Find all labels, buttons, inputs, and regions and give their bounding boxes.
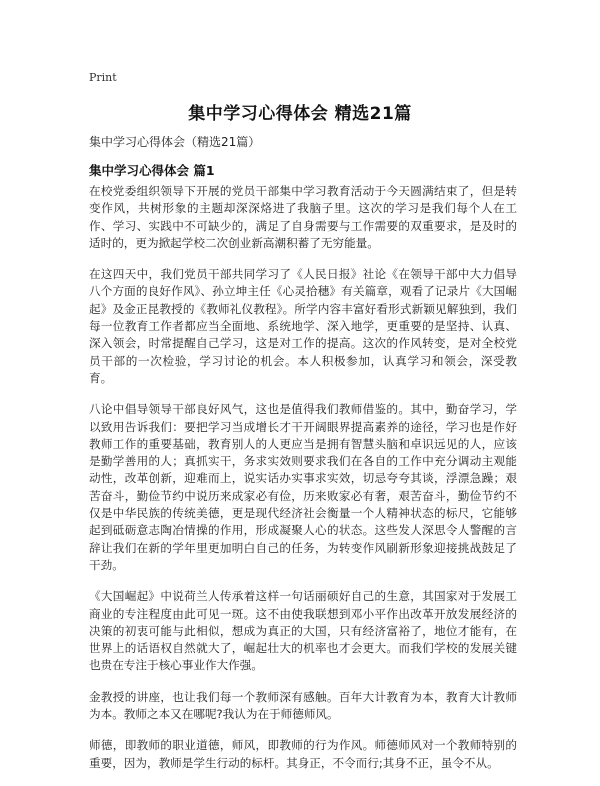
print-link[interactable]: Print (89, 71, 117, 84)
article-body (89, 183, 517, 786)
page-title: 集中学习心得体会 精选21篇 (188, 104, 412, 124)
document-subtitle: 集中学习心得体会（精选21篇） (89, 135, 261, 149)
paragraph: 金教授的讲座，也让我们每一个教师深有感触。百年大计教育为本，教育大计教师为本。教师之本又在哪呢?我认为在于师德师风。 (89, 689, 517, 722)
paragraph: 师德，即教师的职业道德，师风，即教师的行为作风。师德师风对一个教师特别的重要，因为，教师是学生行动的标杆。其身正，不令而行;其身不正，虽令不从。 (89, 738, 517, 770)
paragraph: 《大国崛起》中说荷兰人传承着这样一句话丽硕好自己的生意，其国家对于发展工商业的专注程度由此可见一斑。这不由使我联想到邓小平作出改革开放发展经济的决策的初衷可能与此相似，想成为真正的大国，只有经济富裕了，地位才能有，在世界上的话语权自然就大了，崛起壮大的机率也才会更大。而我们学校的发展关键也贵在专注于核心事业作大作强。 (89, 589, 517, 673)
paragraph: 在这四天中，我们党员干部共同学习了《人民日报》社论《在领导干部中大力倡导八个方面的良好作风》、孙立坤主任《心灵拾穗》有关篇章，观看了记录片《大国崛起》及金正昆教授的《教师礼仪教程》。所学内容丰富好看形式新颖见解独到，我们每一位教育工作者都应当全面地、系统地学、深入地学，更重要的是坚持、认真、深入领会，时常提醒自己学习，这是对工作的提高。这次的作风转变，是对全校党员干部的一次检验，学习讨论的机会。本人积极参加，认真学习和领会，深受教育。 (89, 267, 517, 385)
section-heading: 集中学习心得体会 篇1 (89, 163, 215, 178)
paragraph: 在校党委组织领导下开展的党员干部集中学习教育活动于今天圆满结束了，但是转变作风，共树形象的主题却深深烙进了我脑子里。这次的学习是我们每个人在工作、学习、实践中不可缺少的，满足了自身需要与工作需要的双重要求，是及时的适时的，更为掀起学校二次创业新高潮积蓄了无穷能量。 (89, 184, 517, 250)
paragraph: 八论中倡导领导干部良好风气，这也是值得我们教师借鉴的。其中，勤奋学习，学以致用告诉我们：要把学习当成增长才干开阔眼界提高素养的途径，学习也是作好教师工作的重要基础，教育别人的人更应当是拥有智慧头脑和卓识远见的人，应该是勤学善用的人；真抓实干，务求实效则要求我们在各自的工作中充分调动主观能动性，改革创新，迎难而上，说实话办实事求实效，切忌夸夸其谈，浮漂急躁；艰苦奋斗，勤俭节约中说历来成家必有俭，历来败家必有奢，艰苦奋斗，勤俭节约不仅是中华民族的传统美德，更是现代经济社会衡量一个人精神状态的标尺，它能够起到砥砺意志陶冶情操的作用，形成凝聚人心的状态。这些发人深思令人警醒的言辞让我们在新的学年里更加明白自己的任务，为转变作风刷新形象迎接挑战鼓足了干劲。 (89, 402, 517, 572)
